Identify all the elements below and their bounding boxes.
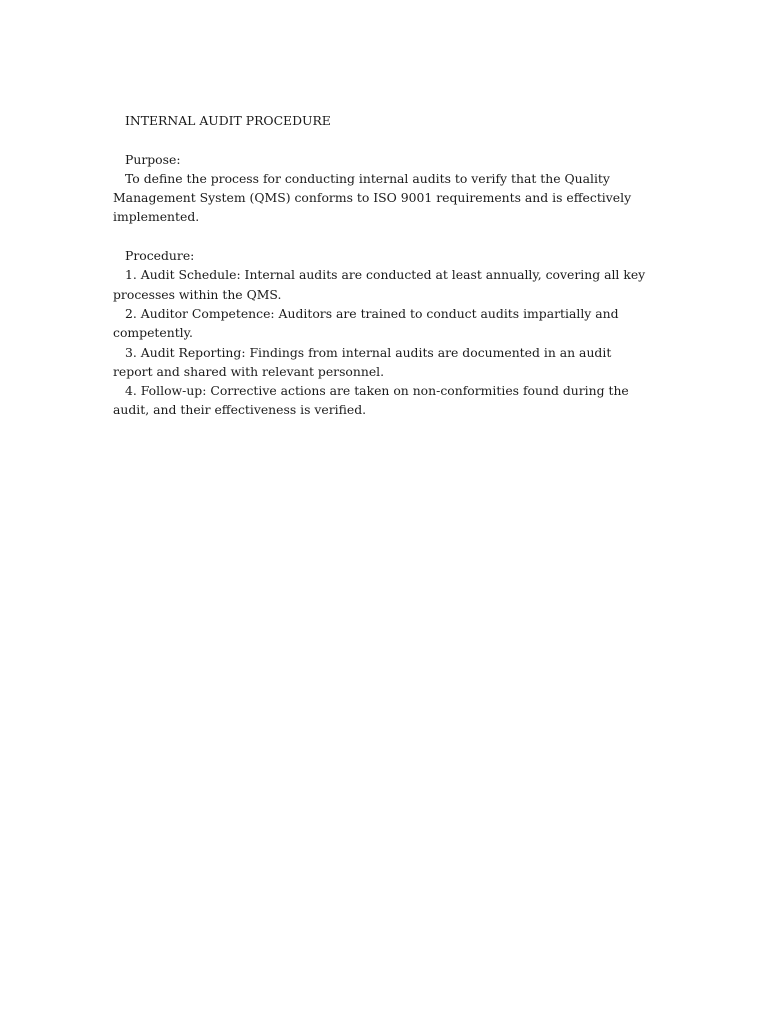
spacer: [113, 227, 653, 246]
purpose-text: To define the process for conducting internal audits to verify that the Quality Management System (QMS) conforms to ISO 9001 requirements and is effectively implemented.: [113, 170, 632, 225]
procedure-step: 3. Audit Reporting: Findings from internal audits are documented in an audit report and shared with relevant personnel.: [113, 344, 612, 379]
purpose-heading: Purpose:: [125, 151, 181, 167]
procedure-step: 1. Audit Schedule: Internal audits are conducted at least annually, covering all key processes within the QMS.: [113, 267, 646, 302]
document-body: [113, 111, 653, 420]
spacer: [113, 130, 653, 149]
procedure-step: 2. Auditor Competence: Auditors are trained to conduct audits impartially and competently.: [113, 305, 619, 341]
document-title: INTERNAL AUDIT PROCEDURE: [125, 113, 331, 128]
procedure-heading: Procedure:: [125, 248, 195, 264]
procedure-step: 4. Follow-up: Corrective actions are taken on non-conformities found during the audit, and their effectiveness is verified.: [113, 383, 629, 418]
